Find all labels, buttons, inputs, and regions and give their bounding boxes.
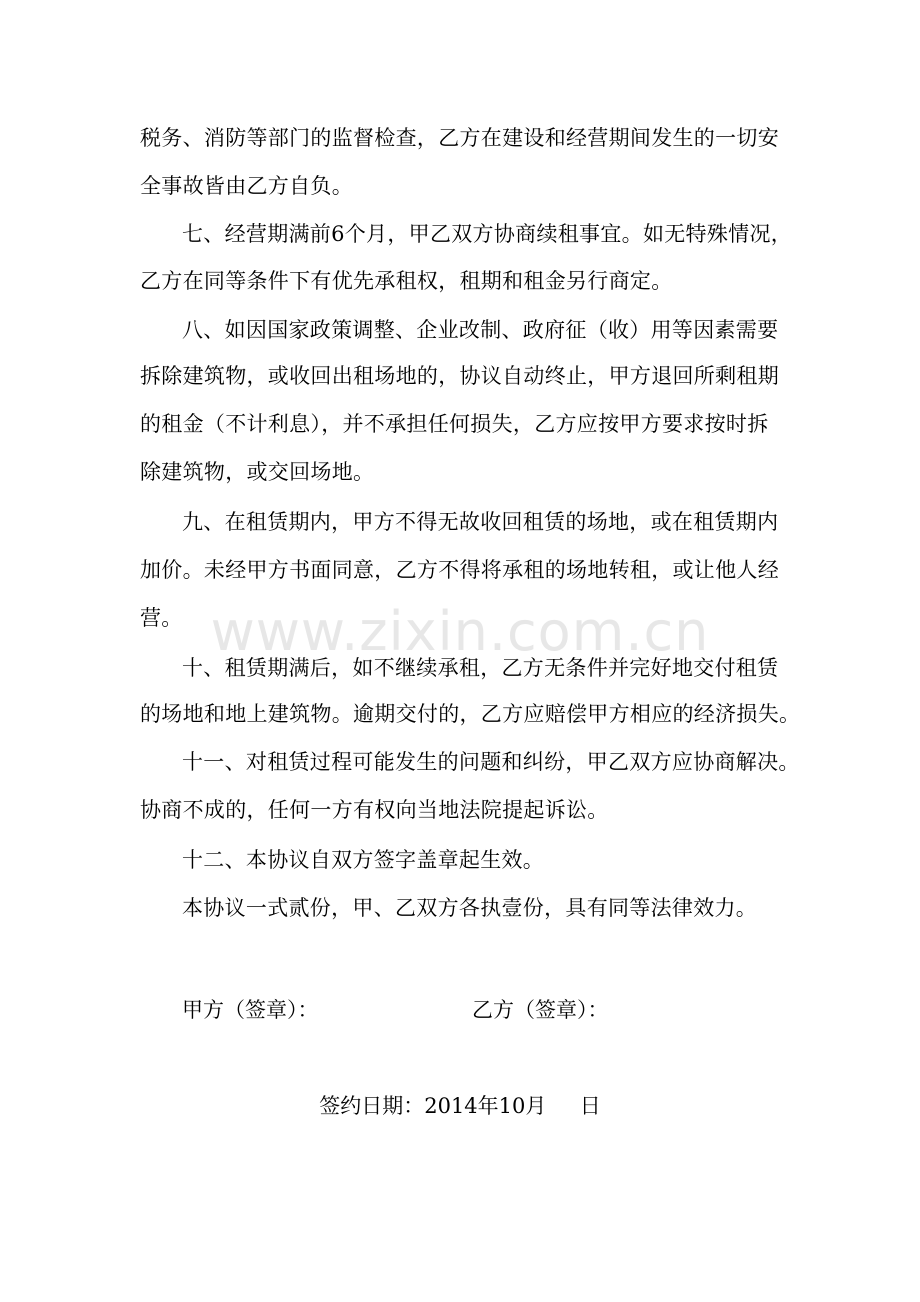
signing-date: 签约日期：2014年10月 日 xyxy=(319,1094,601,1118)
watermark: www.zixin.com.cn xyxy=(210,600,710,663)
text-line: 全事故皆由乙方自负。 xyxy=(140,174,353,198)
clause-8-line-3: 的租金（不计利息），并不承担任何损失，乙方应按甲方要求按时拆 xyxy=(140,412,769,436)
clause-8-line-2: 拆除建筑物，或收回出租场地的，协议自动终止，甲方退回所剩租期 xyxy=(140,364,779,388)
clause-10-line-1: 十、租赁期满后，如不继续承租，乙方无条件并完好地交付租赁 xyxy=(182,656,779,680)
clause-11-line-2: 协商不成的，任何一方有权向当地法院提起诉讼。 xyxy=(140,798,609,822)
text-line: 税务、消防等部门的监督检查，乙方在建设和经营期间发生的一切安 xyxy=(140,126,779,150)
clause-8-line-1: 八、如因国家政策调整、企业改制、政府征（收）用等因素需要 xyxy=(182,318,779,342)
clause-11-line-1: 十一、对租赁过程可能发生的问题和纠纷，甲乙双方应协商解决。 xyxy=(182,750,800,774)
clause-7-line-1: 七、经营期满前6个月，甲乙双方协商续租事宜。如无特殊情况， xyxy=(182,222,793,246)
clause-9-line-2: 加价。未经甲方书面同意，乙方不得将承租的场地转租，或让他人经 xyxy=(140,558,779,582)
copies-clause-line: 本协议一式贰份，甲、乙双方各执壹份，具有同等法律效力。 xyxy=(182,896,758,920)
clause-8-line-4: 除建筑物，或交回场地。 xyxy=(140,460,375,484)
clause-12-line: 十二、本协议自双方签字盖章起生效。 xyxy=(182,848,545,872)
party-a-signature-label: 甲方（签章）： xyxy=(182,998,319,1022)
party-b-signature-label: 乙方（签章）： xyxy=(472,998,609,1022)
clause-9-line-1: 九、在租赁期内，甲方不得无故收回租赁的场地，或在租赁期内 xyxy=(182,510,779,534)
clause-9-line-3: 营。 xyxy=(140,606,183,630)
clause-7-line-2: 乙方在同等条件下有优先承租权，租期和租金另行商定。 xyxy=(140,269,673,293)
clause-10-line-2: 的场地和地上建筑物。逾期交付的，乙方应赔偿甲方相应的经济损失。 xyxy=(140,702,801,726)
